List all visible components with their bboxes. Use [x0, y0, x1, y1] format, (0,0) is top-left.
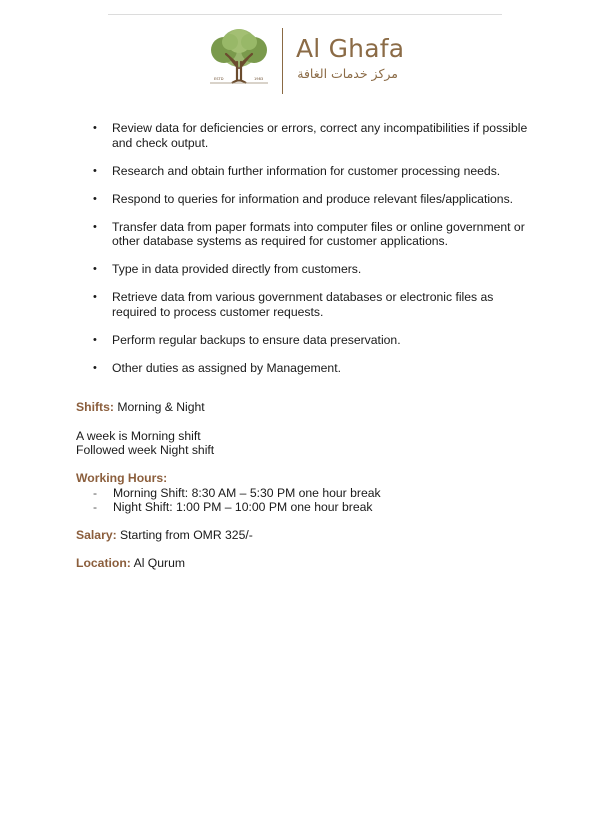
- duty-text: Transfer data from paper formats into computer files or online government or other database systems as required for customer applications.: [112, 219, 525, 248]
- location-value: Al Qurum: [133, 556, 186, 570]
- list-item: [93, 333, 533, 348]
- logo-divider: [282, 28, 283, 94]
- duty-text: Respond to queries for information and produce relevant files/applications.: [112, 191, 514, 206]
- bullet-icon: •: [93, 220, 97, 233]
- duty-text: Perform regular backups to ensure data preservation.: [112, 332, 401, 347]
- bullet-icon: •: [93, 164, 97, 177]
- bullet-icon: •: [93, 263, 97, 275]
- bullet-icon: •: [93, 192, 97, 205]
- bullet-icon: •: [93, 122, 97, 134]
- hours-text: Night Shift: 1:00 PM – 10:00 PM one hour break: [113, 500, 373, 514]
- shifts-label: Shifts:: [76, 400, 114, 414]
- location-line: [76, 556, 185, 571]
- salary-value: Starting from OMR 325/-: [120, 528, 253, 542]
- duty-text: Retrieve data from various government databases or electronic files as required to process customer requests.: [112, 290, 494, 319]
- duty-text: Other duties as assigned by Management.: [112, 360, 341, 375]
- list-item: [93, 290, 533, 319]
- logo-name-arabic: مركز خدمات الغافة: [297, 66, 398, 81]
- bullet-icon: •: [93, 333, 97, 346]
- list-item: [93, 121, 533, 150]
- working-hours-list: [76, 486, 381, 515]
- working-hours-label: Working Hours:: [76, 471, 168, 485]
- hours-text: Morning Shift: 8:30 AM – 5:30 PM one hour break: [113, 485, 381, 500]
- estd-label: ESTD: [214, 77, 224, 81]
- list-item: [93, 192, 533, 207]
- shift-note-1: A week is Morning shift: [76, 429, 201, 443]
- list-item: [76, 500, 381, 515]
- shift-note-2: Followed week Night shift: [76, 443, 215, 457]
- dash-icon: -: [93, 500, 98, 514]
- company-logo: [198, 24, 418, 94]
- logo-name-english: Al Ghafa: [296, 34, 405, 63]
- list-item: [93, 164, 533, 179]
- list-item: [93, 220, 533, 249]
- duty-text: Type in data provided directly from customers.: [112, 262, 362, 276]
- salary-line: [76, 528, 253, 543]
- bullet-icon: •: [93, 361, 97, 374]
- top-divider: [108, 14, 502, 15]
- list-item: [76, 486, 381, 501]
- bullet-icon: •: [93, 291, 97, 303]
- duties-list: [93, 121, 533, 389]
- dash-icon: -: [93, 485, 98, 500]
- tree-icon: [202, 28, 276, 92]
- estd-year: 1983: [254, 77, 264, 81]
- shifts-value: Morning & Night: [117, 400, 205, 414]
- shifts-line: [76, 400, 205, 415]
- list-item: [93, 361, 533, 376]
- duty-text: Research and obtain further information for customer processing needs.: [112, 163, 501, 178]
- list-item: [93, 262, 533, 277]
- working-hours-section: [76, 471, 381, 515]
- salary-label: Salary:: [76, 528, 117, 542]
- location-label: Location:: [76, 556, 131, 570]
- duty-text: Review data for deficiencies or errors, correct any incompatibilities if possible and check output.: [112, 121, 528, 150]
